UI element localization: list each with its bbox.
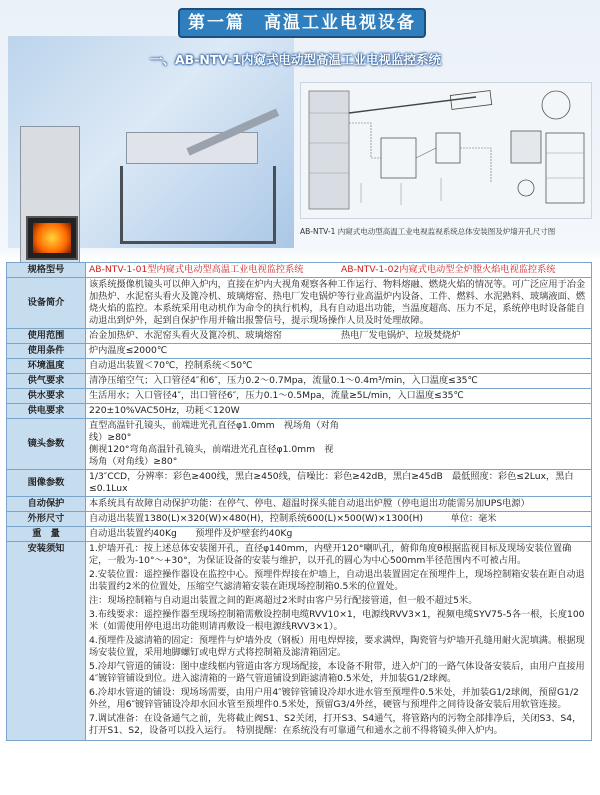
row-value: 生活用水；入口管径4″，出口管径6″，压力0.1～0.5Mpa，流量≥5L/min，入口温度≤35℃: [86, 389, 592, 404]
install-item: 5.冷却气管道的铺设：图中虚线框内管道由客方现场配接，本设备不附带，进入炉门的一路气体设备安装后，由用户直接用4″镀锌管铺设到位。进入滤清箱的一路气管道铺设到距滤清箱0.5米处，并加装G1/2球阀。: [89, 661, 585, 684]
install-item: 注：现场控制箱与自动退出装置之间的距离超过2米时由客户另行配接管道，但一般不超过5米。: [89, 595, 478, 606]
row-label: 环境温度: [7, 359, 86, 374]
install-item: 2.安装位置：遥控操作器设在监控中心。预埋件焊接在炉墙上，自动退出装置固定在预埋件上，现场控制箱安装在距自动退出装置约2米的位置处，压缩空气滤清箱安装在距现场控制箱0.5米的位置处。: [89, 569, 585, 592]
row-label: 使用条件: [7, 344, 86, 359]
row-value: 自动退出装置约40Kg 预埋件及炉壁套约40Kg: [86, 527, 592, 542]
table-row: [7, 419, 592, 470]
table-row: [7, 389, 592, 404]
row-label: 使用范围: [7, 329, 86, 344]
row-value: [86, 329, 592, 344]
flame-screen-image: [33, 223, 71, 253]
row-value: 清净压缩空气；入口管径4″和6″，压力0.2～0.7Mpa，流量0.1～0.4m³/min，入口温度≤35℃: [86, 374, 592, 389]
row-value: 自动退出装置1380(L)×320(W)×480(H)，控制系统600(L)×500(W)×1300(H) 单位：毫米: [86, 512, 592, 527]
model-b: AB-NTV-1-02内窥式电动型全炉膛火焰电视监控系统: [341, 264, 556, 275]
table-row: [7, 404, 592, 419]
install-item: 6.冷却水管道的铺设：现场场需要，由用户用4″镀锌管铺设冷却水进水管至预埋件0.5米处，并加装G1/2球阀，预留G1/2外丝，用6″镀锌管铺设冷却水回水管至预埋件0.5米处，预留G3/4外丝，硬管与预埋件之间待设备安装后用软管连接。: [89, 687, 579, 710]
row-label: 镜头参数: [7, 419, 86, 470]
table-row: [7, 263, 592, 278]
row-value: [86, 263, 592, 278]
page-title: 第一篇 高温工业电视设备: [178, 8, 426, 38]
table-row: [7, 512, 592, 527]
table-row: [7, 527, 592, 542]
row-value: [86, 419, 592, 470]
install-item: 4.预埋件及滤清箱的固定：预埋件与炉墙外皮（钢板）用电焊焊接，要求满焊，陶瓷管与炉墙开孔缝用耐火泥填满。根据现场安装位置，采用地脚螺钉或电焊方式将控制箱及滤清箱固定。: [89, 635, 585, 658]
row-value: 自动退出装置＜70℃，控制系统＜50℃: [86, 359, 592, 374]
usage-a: 冶金加热炉、水泥窑头看火及篦冷机、玻璃熔窑: [89, 330, 282, 341]
table-row: [7, 344, 592, 359]
row-value: 1/3″CCD，分辨率：彩色≥400线，黑白≥450线，信噪比：彩色≥42dB，黑白≥45dB 最低照度：彩色≤2Lux，黑白≤0.1Lux: [86, 470, 592, 497]
row-label: 供电要求: [7, 404, 86, 419]
install-item: 3.布线要求：遥控操作器至现场控制箱需敷设控制电缆RVV10×1，电源线RVV3×1，视频电缆SYV75-5各一根，长度100米（如需使用停电退出功能则请再敷设一根电源线RVV3×1）。: [89, 609, 585, 632]
table-row: [7, 278, 592, 329]
row-value: 炉内温度≤2000℃: [86, 344, 592, 359]
diagram-caption: AB-NTV-1 内窥式电动型高温工业电视监视系统总体安装图及炉墙开孔尺寸图: [300, 227, 556, 236]
installation-diagram: [300, 82, 592, 219]
table-row: [7, 374, 592, 389]
table-row: [7, 470, 592, 497]
row-label: 重 量: [7, 527, 86, 542]
row-value: 该系统摄像机镜头可以伸入炉内，直接在炉内大视角观察各种工作运行、物料熔融、燃烧火焰的情况等。可广泛应用于冶金加热炉、水泥窑头看火及篦冷机、玻璃熔窑、热电厂发电锅炉等行业高温炉内设备、工件、燃料、水泥熟料、玻璃液面、燃烧火焰的监控。本系统采用电动机作为命令的执行机构，具有自动退出功能，当温度超高、压力不足，系统停电时设备能自动退出到炉外，起到自保护作用并输出报警信号，提示现场操作人员及时处理故障。: [86, 278, 592, 329]
table-row: [7, 359, 592, 374]
row-label: 图像参数: [7, 470, 86, 497]
row-value: [86, 542, 592, 741]
install-item: 7.调试准备：在设备通气之前，先将截止阀S1、S2关闭，打开S3、S4通气，将管路内的污物全部排净后，关闭S3、S4，打开S1、S2，设备可以投入运行。 特别提醒：在系统没有可靠通气和通水之前不得将镜头伸入炉内。: [89, 713, 582, 736]
row-label: 规格型号: [7, 263, 86, 278]
row-label: 安装须知: [7, 542, 86, 741]
model-a: AB-NTV-1-01型内窥式电动型高温工业电视监控系统: [89, 264, 304, 275]
row-label: 供气要求: [7, 374, 86, 389]
flame-monitor-image: [26, 216, 78, 260]
row-value: 本系统具有故障自动保护功能：在停气、停电、超温时探头能自动退出炉膛（停电退出功能需另加UPS电源）: [86, 497, 592, 512]
section-subtitle: 一、AB-NTV-1内窥式电动型高温工业电视监控系统: [150, 52, 442, 67]
row-label: 供水要求: [7, 389, 86, 404]
lens-b: 侧视120°弯角高温针孔镜头，前端进光孔直径φ1.0mm 视场角（对角线）≥80°: [89, 444, 334, 467]
table-row: [7, 329, 592, 344]
support-frame-image: [120, 166, 276, 244]
table-row: [7, 542, 592, 741]
lens-a: 直型高温针孔镜头，前端进光孔直径φ1.0mm 视场角（对角线）≥80°: [89, 420, 339, 443]
spec-table: [6, 262, 592, 741]
row-label: 自动保护: [7, 497, 86, 512]
row-value: 220±10%VAC50Hz，功耗＜120W: [86, 404, 592, 419]
row-label: 外形尺寸: [7, 512, 86, 527]
table-row: [7, 497, 592, 512]
install-item: 1.炉墙开孔：按上述总体安装图开孔，直径φ140mm，内壁开120°喇叭孔，俯仰角度θ根据监视目标及现场安装位置确定，一般为-10°～+30°，为保证设备的安装与维护，以开孔的圆心为中心500mm半径范围内不可被占用。: [89, 543, 572, 566]
usage-b: 热电厂发电锅炉、垃圾焚烧炉: [341, 330, 461, 341]
row-label: 设备简介: [7, 278, 86, 329]
